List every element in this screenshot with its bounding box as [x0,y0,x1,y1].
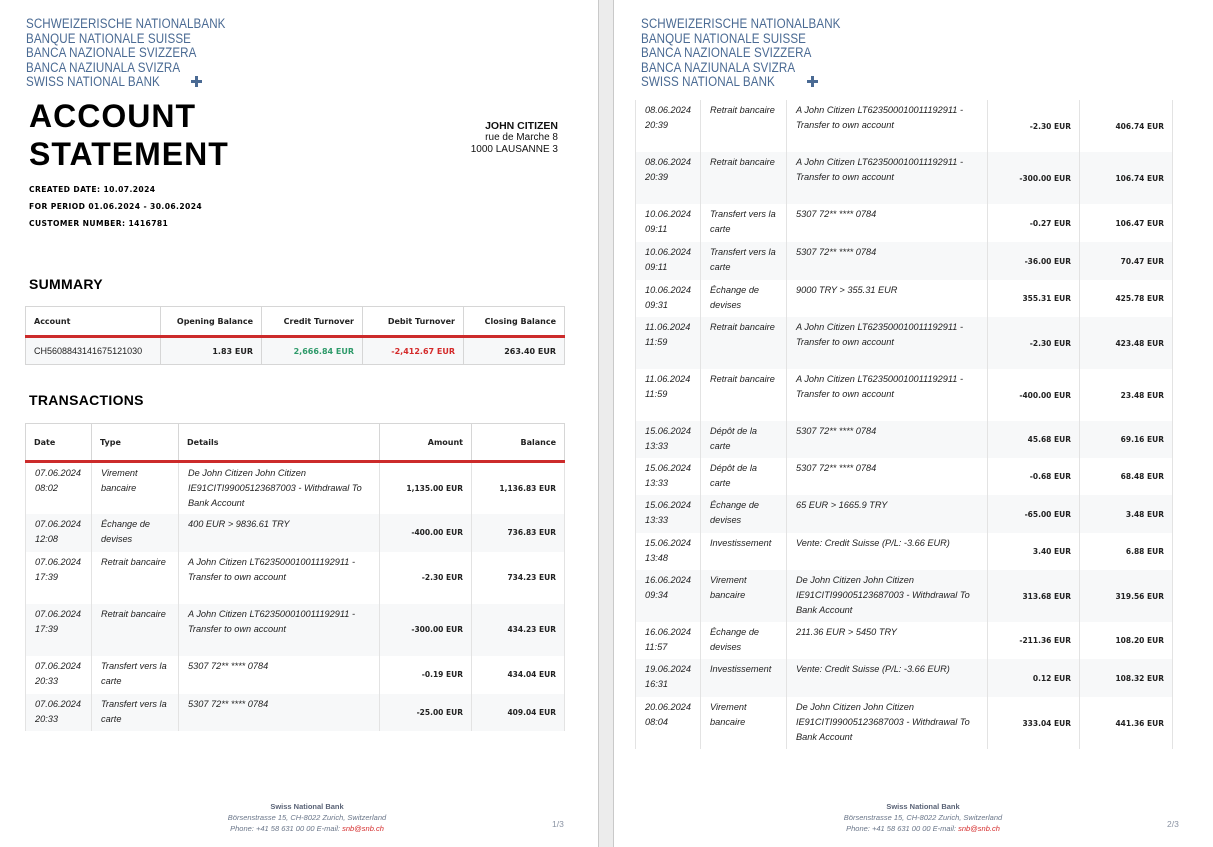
transaction-type: Transfert vers la carte [701,204,787,242]
transaction-balance: 434.23 EUR [472,604,565,656]
transaction-amount: -2.30 EUR [380,552,472,604]
page-gutter [598,0,614,847]
transaction-amount: -0.27 EUR [988,204,1080,242]
footer-contact: Phone: +41 58 631 00 00 E-mail: snb@snb.ch [846,824,1000,833]
transaction-row [636,659,1173,697]
transaction-amount: 355.31 EUR [988,280,1080,317]
transaction-type: Retrait bancaire [701,100,787,152]
transaction-date: 07.06.2024 20:33 [26,694,92,731]
transaction-type: Échange de devises [92,514,179,552]
transaction-amount: -25.00 EUR [380,694,472,731]
transaction-type: Retrait bancaire [92,604,179,656]
transaction-amount: 0.12 EUR [988,659,1080,697]
transaction-details: A John Citizen LT623500010011192911 - Transfer to own account [179,604,380,656]
bank-name-fr: BANQUE NATIONALE SUISSE [641,30,806,46]
transaction-date: 07.06.2024 20:33 [26,656,92,694]
transaction-type: Retrait bancaire [701,152,787,204]
transaction-row [636,533,1173,570]
bank-name-rm: BANCA NAZIUNALA SVIZRA [641,59,796,75]
transaction-details: Vente: Credit Suisse (P/L: -3.66 EUR) [787,659,988,697]
transaction-details: A John Citizen LT623500010011192911 - Transfer to own account [787,369,988,421]
summary-row [26,337,565,365]
transaction-type: Transfert vers la carte [701,242,787,280]
transaction-balance: 441.36 EUR [1080,697,1173,749]
transaction-details: A John Citizen LT623500010011192911 - Transfer to own account [787,152,988,204]
tx-header-balance: Balance [472,424,565,462]
transaction-balance: 434.04 EUR [472,656,565,694]
transaction-date: 15.06.2024 13:33 [636,495,701,533]
transaction-type: Dépôt de la carte [701,458,787,495]
tx-header-date: Date [26,424,92,462]
summary-header-debit: Debit Turnover [363,307,464,337]
transaction-balance: 106.47 EUR [1080,204,1173,242]
bank-name-it: BANCA NAZIONALE SVIZZERA [641,45,812,61]
transaction-date: 07.06.2024 08:02 [26,462,92,514]
page-number: 2/3 [1167,819,1179,829]
debit-turnover: -2,412.67 EUR [363,337,464,365]
transaction-balance: 6.88 EUR [1080,533,1173,570]
swiss-cross-icon [807,76,818,87]
transaction-date: 15.06.2024 13:48 [636,533,701,570]
customer-name: JOHN CITIZEN [485,120,558,132]
transaction-balance: 23.48 EUR [1080,369,1173,421]
transaction-row [636,622,1173,659]
statement-page-2 [614,0,1213,847]
transaction-details: Vente: Credit Suisse (P/L: -3.66 EUR) [787,533,988,570]
page-title: ACCOUNT STATEMENT [29,98,229,172]
transaction-row [636,152,1173,204]
transaction-balance: 68.48 EUR [1080,458,1173,495]
transaction-details: De John Citizen John Citizen IE91CITI99005123687003 - Withdrawal To Bank Account [787,570,988,622]
transaction-date: 10.06.2024 09:11 [636,242,701,280]
transaction-details: 5307 72** **** 0784 [787,204,988,242]
customer-address [471,120,558,156]
transaction-details: 5307 72** **** 0784 [179,694,380,731]
transaction-type: Transfert vers la carte [92,656,179,694]
transaction-date: 20.06.2024 08:04 [636,697,701,749]
transaction-row [636,100,1173,152]
transaction-date: 08.06.2024 20:39 [636,100,701,152]
transaction-balance: 3.48 EUR [1080,495,1173,533]
transaction-amount: 313.68 EUR [988,570,1080,622]
transaction-row [636,369,1173,421]
transaction-row [26,694,565,731]
transaction-row [636,495,1173,533]
transaction-date: 08.06.2024 20:39 [636,152,701,204]
footer-address: Börsenstrasse 15, CH-8022 Zurich, Switzerland [227,813,387,822]
transaction-details: A John Citizen LT623500010011192911 - Transfer to own account [787,317,988,369]
transaction-row [636,317,1173,369]
transaction-balance: 69.16 EUR [1080,421,1173,458]
footer-bank-name: Swiss National Bank [886,802,960,811]
transaction-balance: 425.78 EUR [1080,280,1173,317]
transaction-type: Dépôt de la carte [701,421,787,458]
transaction-type: Échange de devises [701,622,787,659]
summary-header-credit: Credit Turnover [262,307,363,337]
transaction-details: 5307 72** **** 0784 [787,421,988,458]
transaction-row [26,462,565,514]
transaction-row [636,421,1173,458]
opening-balance: 1.83 EUR [161,337,262,365]
transaction-amount: -300.00 EUR [380,604,472,656]
tx-header-type: Type [92,424,179,462]
transaction-type: Investissement [701,659,787,697]
transaction-balance: 406.74 EUR [1080,100,1173,152]
summary-header-closing: Closing Balance [464,307,565,337]
transactions-heading: TRANSACTIONS [29,392,144,408]
transaction-row [26,552,565,604]
transaction-type: Investissement [701,533,787,570]
footer-email[interactable]: snb@snb.ch [958,824,1000,833]
transaction-row [636,242,1173,280]
transaction-amount: -2.30 EUR [988,317,1080,369]
transaction-balance: 1,136.83 EUR [472,462,565,514]
transaction-type: Transfert vers la carte [92,694,179,731]
transaction-details: 211.36 EUR > 5450 TRY [787,622,988,659]
transaction-date: 15.06.2024 13:33 [636,458,701,495]
bank-name-it: BANCA NAZIONALE SVIZZERA [26,45,197,61]
summary-heading: SUMMARY [29,276,103,292]
transaction-row [26,604,565,656]
transaction-date: 15.06.2024 13:33 [636,421,701,458]
summary-table [25,306,565,365]
transaction-balance: 423.48 EUR [1080,317,1173,369]
footer-bank-name: Swiss National Bank [270,802,344,811]
transaction-type: Virement bancaire [701,697,787,749]
transaction-date: 11.06.2024 11:59 [636,317,701,369]
bank-name-de: SCHWEIZERISCHE NATIONALBANK [641,16,841,31]
transaction-details: 9000 TRY > 355.31 EUR [787,280,988,317]
transaction-details: A John Citizen LT623500010011192911 - Transfer to own account [787,100,988,152]
transaction-type: Virement bancaire [701,570,787,622]
footer-address: Börsenstrasse 15, CH-8022 Zurich, Switzerland [843,813,1003,822]
swiss-cross-icon [191,76,202,87]
transaction-balance: 736.83 EUR [472,514,565,552]
transaction-row [636,458,1173,495]
transaction-date: 07.06.2024 17:39 [26,552,92,604]
transaction-date: 19.06.2024 16:31 [636,659,701,697]
footer-email[interactable]: snb@snb.ch [342,824,384,833]
transaction-type: Échange de devises [701,495,787,533]
page-number: 1/3 [552,819,564,829]
transaction-details: 5307 72** **** 0784 [179,656,380,694]
customer-street: rue de Marche 8 [485,132,558,143]
transaction-date: 07.06.2024 17:39 [26,604,92,656]
tx-header-amount: Amount [380,424,472,462]
transaction-type: Retrait bancaire [701,369,787,421]
transaction-amount: -65.00 EUR [988,495,1080,533]
transaction-row [636,280,1173,317]
transaction-amount: -400.00 EUR [380,514,472,552]
page-footer [773,801,1073,834]
transaction-balance: 106.74 EUR [1080,152,1173,204]
statement-page-1 [0,0,598,847]
transaction-amount: 3.40 EUR [988,533,1080,570]
transaction-amount: -300.00 EUR [988,152,1080,204]
transaction-type: Retrait bancaire [92,552,179,604]
closing-balance: 263.40 EUR [464,337,565,365]
transaction-date: 07.06.2024 12:08 [26,514,92,552]
transaction-amount: -2.30 EUR [988,100,1080,152]
bank-name-rm: BANCA NAZIUNALA SVIZRA [26,59,181,75]
customer-city: 1000 LAUSANNE 3 [470,144,558,155]
transaction-row [636,204,1173,242]
statement-meta [29,181,202,232]
transaction-details: 5307 72** **** 0784 [787,242,988,280]
transaction-details: 5307 72** **** 0784 [787,458,988,495]
credit-turnover: 2,666.84 EUR [262,337,363,365]
transaction-date: 11.06.2024 11:59 [636,369,701,421]
transaction-amount: -211.36 EUR [988,622,1080,659]
transaction-details: De John Citizen John Citizen IE91CITI99005123687003 - Withdrawal To Bank Account [179,462,380,514]
bank-name-en: SWISS NATIONAL BANK [641,74,775,90]
statement-period: FOR PERIOD 01.06.2024 - 30.06.2024 [29,202,203,211]
bank-name-fr: BANQUE NATIONALE SUISSE [26,30,191,46]
transaction-details: 65 EUR > 1665.9 TRY [787,495,988,533]
footer-contact: Phone: +41 58 631 00 00 E-mail: snb@snb.ch [230,824,384,833]
transaction-balance: 108.20 EUR [1080,622,1173,659]
transaction-balance: 734.23 EUR [472,552,565,604]
transaction-row [636,697,1173,749]
transaction-balance: 409.04 EUR [472,694,565,731]
transactions-table-continued [635,100,1173,749]
transaction-row [636,570,1173,622]
transaction-amount: 1,135.00 EUR [380,462,472,514]
transaction-row [26,656,565,694]
tx-header-details: Details [179,424,380,462]
transaction-date: 10.06.2024 09:11 [636,204,701,242]
transaction-amount: -0.19 EUR [380,656,472,694]
transaction-amount: -36.00 EUR [988,242,1080,280]
customer-number: CUSTOMER NUMBER: 1416781 [29,219,169,228]
transaction-type: Échange de devises [701,280,787,317]
transaction-amount: -400.00 EUR [988,369,1080,421]
page-footer [157,801,457,834]
bank-name-de: SCHWEIZERISCHE NATIONALBANK [26,16,226,31]
transaction-balance: 319.56 EUR [1080,570,1173,622]
transaction-details: A John Citizen LT623500010011192911 - Transfer to own account [179,552,380,604]
transaction-amount: -0.68 EUR [988,458,1080,495]
transaction-amount: 333.04 EUR [988,697,1080,749]
transaction-amount: 45.68 EUR [988,421,1080,458]
transaction-balance: 70.47 EUR [1080,242,1173,280]
created-date: CREATED DATE: 10.07.2024 [29,185,156,194]
transaction-date: 10.06.2024 09:31 [636,280,701,317]
summary-header-opening: Opening Balance [161,307,262,337]
account-number: CH5608843141675121030 [26,337,161,365]
transactions-table [25,423,565,731]
transaction-details: 400 EUR > 9836.61 TRY [179,514,380,552]
transaction-type: Virement bancaire [92,462,179,514]
transaction-balance: 108.32 EUR [1080,659,1173,697]
transaction-type: Retrait bancaire [701,317,787,369]
transaction-row [26,514,565,552]
transaction-details: De John Citizen John Citizen IE91CITI99005123687003 - Withdrawal To Bank Account [787,697,988,749]
bank-name-en: SWISS NATIONAL BANK [26,74,160,90]
transaction-date: 16.06.2024 09:34 [636,570,701,622]
transaction-date: 16.06.2024 11:57 [636,622,701,659]
summary-header-account: Account [26,307,161,337]
